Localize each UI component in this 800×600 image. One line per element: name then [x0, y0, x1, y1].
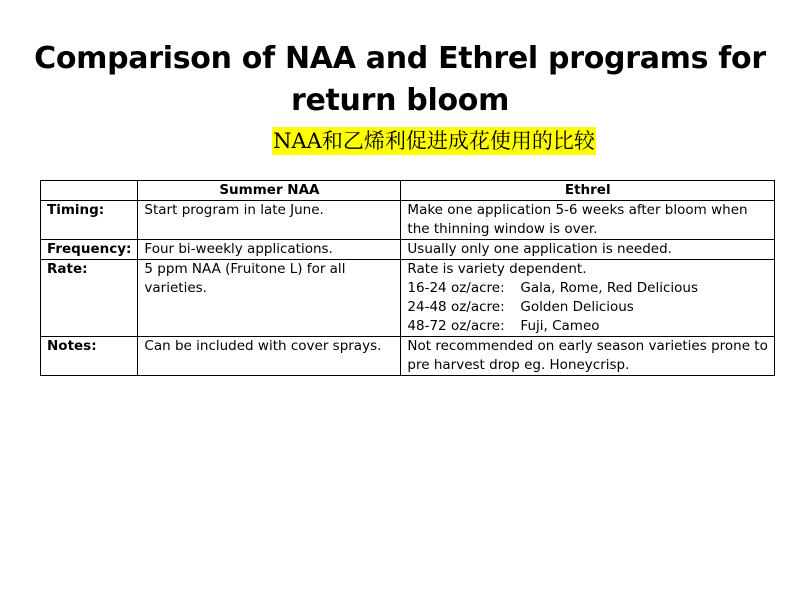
naa-notes-cell: Can be included with cover sprays.	[138, 337, 401, 376]
row-label-notes: Notes:	[41, 337, 138, 376]
ethrel-rate-cell	[401, 260, 775, 337]
chinese-subtitle: NAA和乙烯利促进成花使用的比较	[273, 129, 595, 153]
ethrel-notes-cell: Not recommended on early season varieties prone to pre harvest drop eg. Honeycrisp.	[401, 337, 775, 376]
rate-amount: 24-48 oz/acre:	[407, 299, 505, 315]
rate-amount: 48-72 oz/acre:	[407, 318, 505, 334]
page-title: Comparison of NAA and Ethrel programs for return bloom	[34, 41, 766, 118]
comparison-table	[40, 180, 775, 376]
row-label-rate: Rate:	[41, 260, 138, 337]
ethrel-rate-intro: Rate is variety dependent.	[407, 261, 587, 277]
table-row-notes	[41, 337, 775, 376]
header-empty-cell	[41, 181, 138, 201]
table-row-rate	[41, 260, 775, 337]
naa-timing-cell: Start program in late June.	[138, 201, 401, 240]
table-row-timing	[41, 201, 775, 240]
rate-varieties: Gala, Rome, Red Delicious	[520, 280, 698, 296]
rate-amount: 16-24 oz/acre:	[407, 280, 505, 296]
naa-rate-cell: 5 ppm NAA (Fruitone L) for all varieties.	[138, 260, 401, 337]
ethrel-timing-cell: Make one application 5-6 weeks after bloom when the thinning window is over.	[401, 201, 775, 240]
ethrel-rate-line	[407, 317, 768, 336]
header-summer-naa: Summer NAA	[138, 181, 401, 201]
table-row-frequency	[41, 240, 775, 260]
table-header-row	[41, 181, 775, 201]
row-label-timing: Timing:	[41, 201, 138, 240]
row-label-frequency: Frequency:	[41, 240, 138, 260]
header-ethrel: Ethrel	[401, 181, 775, 201]
naa-frequency-cell: Four bi-weekly applications.	[138, 240, 401, 260]
rate-varieties: Fuji, Cameo	[520, 318, 600, 334]
ethrel-rate-line	[407, 279, 768, 298]
ethrel-frequency-cell: Usually only one application is needed.	[401, 240, 775, 260]
rate-varieties: Golden Delicious	[520, 299, 634, 315]
subtitle-container	[0, 127, 800, 155]
ethrel-rate-line	[407, 298, 768, 317]
